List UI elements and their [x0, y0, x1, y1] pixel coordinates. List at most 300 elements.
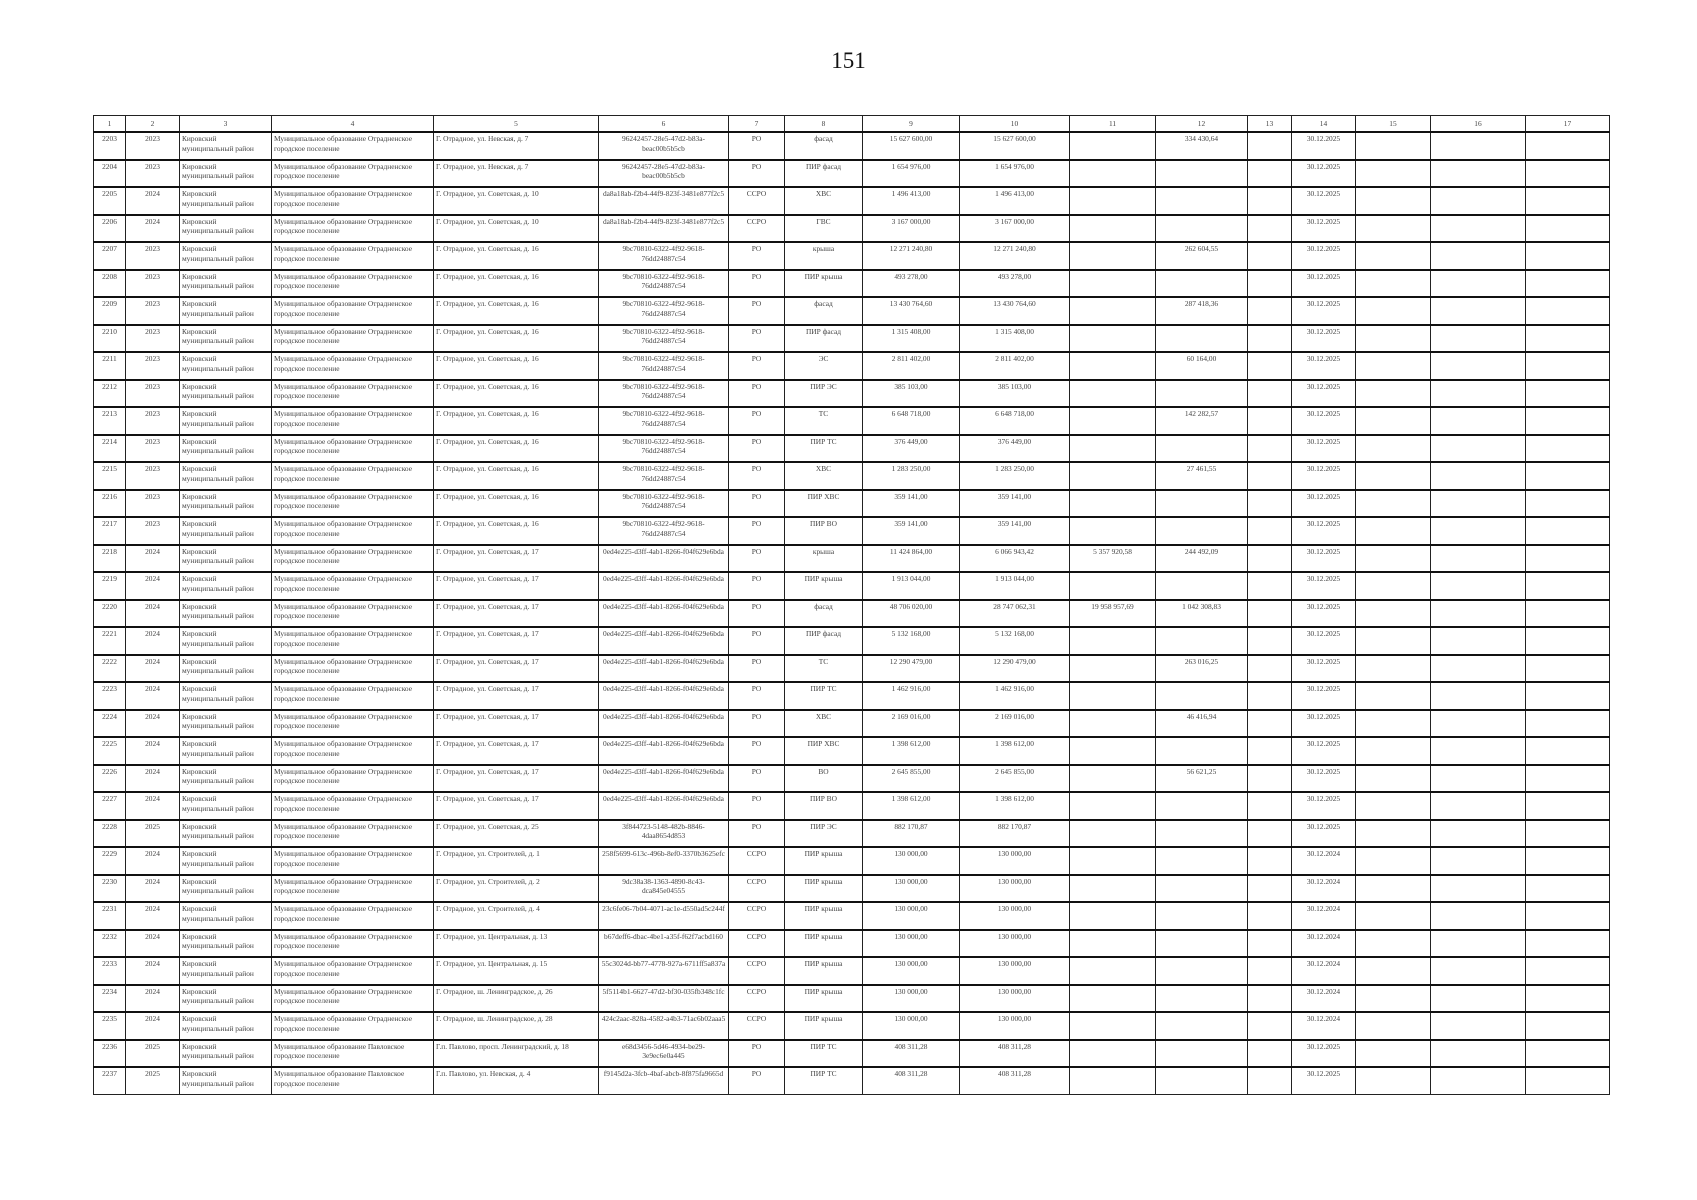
fund-type-cell: ССРО	[729, 187, 785, 215]
cost-fund-cell: 359 141,00	[960, 490, 1070, 518]
table-row	[94, 930, 1610, 958]
municipality-cell: Муниципальное образование Павловское городское поселение	[272, 1040, 434, 1068]
column-15-cell	[1356, 847, 1431, 875]
district-cell: Кировский муниципальный район	[180, 242, 272, 270]
column-15-cell	[1356, 957, 1431, 985]
table-row	[94, 297, 1610, 325]
year-cell: 2024	[126, 985, 180, 1013]
address-cell: Г. Отрадное, ул. Советская, д. 16	[434, 407, 599, 435]
year-cell: 2025	[126, 820, 180, 848]
district-cell: Кировский муниципальный район	[180, 572, 272, 600]
work-type-cell: ПИР ЭС	[785, 380, 863, 408]
cost-fund-cell: 12 271 240,80	[960, 242, 1070, 270]
address-cell: Г. Отрадное, ул. Советская, д. 16	[434, 325, 599, 353]
address-cell: Г. Отрадное, ул. Советская, д. 16	[434, 462, 599, 490]
house-id-cell: 0ed4e225-d3ff-4ab1-8266-f04f629e6bda	[599, 765, 729, 793]
work-type-cell: ВО	[785, 765, 863, 793]
table-row	[94, 600, 1610, 628]
column-13-cell	[1248, 1067, 1292, 1095]
column-17-cell	[1526, 902, 1610, 930]
cost-control-cell	[1156, 435, 1248, 463]
fund-type-cell: РО	[729, 545, 785, 573]
work-type-cell: ЭС	[785, 352, 863, 380]
cost-total-cell: 385 103,00	[863, 380, 960, 408]
column-header-16: 16	[1431, 116, 1526, 133]
row-number: 2211	[94, 352, 126, 380]
column-16-cell	[1431, 352, 1526, 380]
column-16-cell	[1431, 187, 1526, 215]
row-number: 2232	[94, 930, 126, 958]
work-type-cell: ПИР ТС	[785, 682, 863, 710]
cost-control-cell: 46 416,94	[1156, 710, 1248, 738]
column-17-cell	[1526, 600, 1610, 628]
cost-fund-cell: 1 496 413,00	[960, 187, 1070, 215]
column-17-cell	[1526, 765, 1610, 793]
fund-type-cell: РО	[729, 297, 785, 325]
cost-total-cell: 1 654 976,00	[863, 160, 960, 188]
year-cell: 2023	[126, 462, 180, 490]
district-cell: Кировский муниципальный район	[180, 545, 272, 573]
fund-type-cell: РО	[729, 737, 785, 765]
column-header-5: 5	[434, 116, 599, 133]
column-13-cell	[1248, 325, 1292, 353]
deadline-cell: 30.12.2024	[1292, 847, 1356, 875]
table-row	[94, 160, 1610, 188]
municipality-cell: Муниципальное образование Отрадненское городское поселение	[272, 930, 434, 958]
cost-other-cell	[1070, 985, 1156, 1013]
deadline-cell: 30.12.2025	[1292, 380, 1356, 408]
house-id-cell: 0ed4e225-d3ff-4ab1-8266-f04f629e6bda	[599, 545, 729, 573]
cost-other-cell	[1070, 325, 1156, 353]
row-number: 2224	[94, 710, 126, 738]
column-16-cell	[1431, 160, 1526, 188]
cost-control-cell	[1156, 1067, 1248, 1095]
address-cell: Г. Отрадное, ул. Советская, д. 25	[434, 820, 599, 848]
column-17-cell	[1526, 407, 1610, 435]
work-type-cell: ПИР ТС	[785, 435, 863, 463]
column-15-cell	[1356, 325, 1431, 353]
district-cell: Кировский муниципальный район	[180, 792, 272, 820]
cost-control-cell	[1156, 490, 1248, 518]
year-cell: 2024	[126, 847, 180, 875]
work-type-cell: ХВС	[785, 187, 863, 215]
work-type-cell: ПИР крыша	[785, 957, 863, 985]
column-17-cell	[1526, 710, 1610, 738]
cost-fund-cell: 385 103,00	[960, 380, 1070, 408]
house-id-cell: 96242457-28e5-47d2-b83a-beac00b5b5cb	[599, 132, 729, 160]
cost-other-cell	[1070, 187, 1156, 215]
cost-fund-cell: 130 000,00	[960, 902, 1070, 930]
table-row	[94, 572, 1610, 600]
cost-total-cell: 1 496 413,00	[863, 187, 960, 215]
row-number: 2206	[94, 215, 126, 243]
municipality-cell: Муниципальное образование Отрадненское городское поселение	[272, 710, 434, 738]
column-16-cell	[1431, 435, 1526, 463]
column-15-cell	[1356, 627, 1431, 655]
fund-type-cell: РО	[729, 462, 785, 490]
column-15-cell	[1356, 710, 1431, 738]
table-row	[94, 435, 1610, 463]
cost-control-cell: 27 461,55	[1156, 462, 1248, 490]
column-header-14: 14	[1292, 116, 1356, 133]
cost-other-cell	[1070, 407, 1156, 435]
year-cell: 2023	[126, 270, 180, 298]
deadline-cell: 30.12.2025	[1292, 325, 1356, 353]
district-cell: Кировский муниципальный район	[180, 930, 272, 958]
municipality-cell: Муниципальное образование Отрадненское городское поселение	[272, 242, 434, 270]
address-cell: Г.п. Павлово, ул. Невская, д. 4	[434, 1067, 599, 1095]
table-row	[94, 545, 1610, 573]
district-cell: Кировский муниципальный район	[180, 957, 272, 985]
municipality-cell: Муниципальное образование Отрадненское городское поселение	[272, 297, 434, 325]
cost-fund-cell: 6 648 718,00	[960, 407, 1070, 435]
district-cell: Кировский муниципальный район	[180, 352, 272, 380]
column-header-17: 17	[1526, 116, 1610, 133]
address-cell: Г. Отрадное, ш. Ленинградское, д. 28	[434, 1012, 599, 1040]
cost-fund-cell: 1 398 612,00	[960, 792, 1070, 820]
district-cell: Кировский муниципальный район	[180, 490, 272, 518]
fund-type-cell: РО	[729, 627, 785, 655]
work-type-cell: ПИР ВО	[785, 517, 863, 545]
municipality-cell: Муниципальное образование Отрадненское городское поселение	[272, 215, 434, 243]
cost-other-cell	[1070, 792, 1156, 820]
cost-other-cell	[1070, 490, 1156, 518]
column-15-cell	[1356, 352, 1431, 380]
work-type-cell: ПИР ТС	[785, 1040, 863, 1068]
column-17-cell	[1526, 270, 1610, 298]
column-15-cell	[1356, 380, 1431, 408]
municipality-cell: Муниципальное образование Отрадненское городское поселение	[272, 902, 434, 930]
municipality-cell: Муниципальное образование Отрадненское городское поселение	[272, 490, 434, 518]
deadline-cell: 30.12.2025	[1292, 737, 1356, 765]
work-type-cell: ПИР крыша	[785, 1012, 863, 1040]
cost-control-cell	[1156, 737, 1248, 765]
column-15-cell	[1356, 215, 1431, 243]
address-cell: Г. Отрадное, ул. Советская, д. 10	[434, 215, 599, 243]
column-16-cell	[1431, 847, 1526, 875]
cost-fund-cell: 130 000,00	[960, 847, 1070, 875]
year-cell: 2023	[126, 325, 180, 353]
column-16-cell	[1431, 242, 1526, 270]
cost-fund-cell: 1 398 612,00	[960, 737, 1070, 765]
cost-other-cell: 19 958 957,69	[1070, 600, 1156, 628]
table-row	[94, 765, 1610, 793]
column-13-cell	[1248, 655, 1292, 683]
row-number: 2204	[94, 160, 126, 188]
table-row	[94, 380, 1610, 408]
column-15-cell	[1356, 270, 1431, 298]
cost-total-cell: 1 283 250,00	[863, 462, 960, 490]
address-cell: Г. Отрадное, ул. Невская, д. 7	[434, 132, 599, 160]
column-17-cell	[1526, 545, 1610, 573]
cost-fund-cell: 376 449,00	[960, 435, 1070, 463]
deadline-cell: 30.12.2025	[1292, 462, 1356, 490]
row-number: 2208	[94, 270, 126, 298]
municipality-cell: Муниципальное образование Отрадненское городское поселение	[272, 847, 434, 875]
column-13-cell	[1248, 572, 1292, 600]
cost-fund-cell: 2 169 016,00	[960, 710, 1070, 738]
work-type-cell: ТС	[785, 407, 863, 435]
municipality-cell: Муниципальное образование Отрадненское городское поселение	[272, 325, 434, 353]
column-17-cell	[1526, 792, 1610, 820]
row-number: 2234	[94, 985, 126, 1013]
district-cell: Кировский муниципальный район	[180, 820, 272, 848]
column-16-cell	[1431, 380, 1526, 408]
year-cell: 2024	[126, 600, 180, 628]
municipality-cell: Муниципальное образование Отрадненское городское поселение	[272, 435, 434, 463]
cost-other-cell	[1070, 627, 1156, 655]
year-cell: 2023	[126, 242, 180, 270]
address-cell: Г. Отрадное, ул. Советская, д. 16	[434, 270, 599, 298]
house-id-cell: 0ed4e225-d3ff-4ab1-8266-f04f629e6bda	[599, 600, 729, 628]
year-cell: 2024	[126, 627, 180, 655]
cost-control-cell	[1156, 930, 1248, 958]
cost-fund-cell: 6 066 943,42	[960, 545, 1070, 573]
cost-total-cell: 1 398 612,00	[863, 792, 960, 820]
cost-fund-cell: 882 170,87	[960, 820, 1070, 848]
year-cell: 2023	[126, 297, 180, 325]
deadline-cell: 30.12.2025	[1292, 572, 1356, 600]
column-13-cell	[1248, 847, 1292, 875]
column-16-cell	[1431, 600, 1526, 628]
column-15-cell	[1356, 792, 1431, 820]
column-15-cell	[1356, 1040, 1431, 1068]
column-16-cell	[1431, 875, 1526, 903]
table-row	[94, 1012, 1610, 1040]
row-number: 2222	[94, 655, 126, 683]
municipality-cell: Муниципальное образование Отрадненское городское поселение	[272, 572, 434, 600]
deadline-cell: 30.12.2024	[1292, 985, 1356, 1013]
fund-type-cell: ССРО	[729, 902, 785, 930]
deadline-cell: 30.12.2025	[1292, 352, 1356, 380]
column-13-cell	[1248, 160, 1292, 188]
cost-fund-cell: 359 141,00	[960, 517, 1070, 545]
address-cell: Г. Отрадное, ул. Строителей, д. 1	[434, 847, 599, 875]
year-cell: 2023	[126, 380, 180, 408]
column-13-cell	[1248, 297, 1292, 325]
table-row	[94, 792, 1610, 820]
column-16-cell	[1431, 517, 1526, 545]
cost-fund-cell: 1 462 916,00	[960, 682, 1070, 710]
column-15-cell	[1356, 435, 1431, 463]
year-cell: 2025	[126, 1040, 180, 1068]
column-13-cell	[1248, 270, 1292, 298]
address-cell: Г. Отрадное, ул. Советская, д. 10	[434, 187, 599, 215]
year-cell: 2023	[126, 160, 180, 188]
house-id-cell: b67deff6-dbac-4be1-a35f-f62f7acbd160	[599, 930, 729, 958]
row-number: 2223	[94, 682, 126, 710]
column-15-cell	[1356, 517, 1431, 545]
cost-control-cell: 142 282,57	[1156, 407, 1248, 435]
row-number: 2210	[94, 325, 126, 353]
column-15-cell	[1356, 765, 1431, 793]
column-16-cell	[1431, 297, 1526, 325]
address-cell: Г. Отрадное, ул. Центральная, д. 15	[434, 957, 599, 985]
address-cell: Г. Отрадное, ул. Советская, д. 16	[434, 380, 599, 408]
cost-total-cell: 130 000,00	[863, 902, 960, 930]
column-17-cell	[1526, 490, 1610, 518]
column-13-cell	[1248, 792, 1292, 820]
deadline-cell: 30.12.2025	[1292, 600, 1356, 628]
row-number: 2228	[94, 820, 126, 848]
column-17-cell	[1526, 1040, 1610, 1068]
cost-control-cell: 334 430,64	[1156, 132, 1248, 160]
column-header-1: 1	[94, 116, 126, 133]
work-type-cell: ХВС	[785, 710, 863, 738]
deadline-cell: 30.12.2025	[1292, 297, 1356, 325]
fund-type-cell: ССРО	[729, 1012, 785, 1040]
cost-fund-cell: 15 627 600,00	[960, 132, 1070, 160]
work-type-cell: крыша	[785, 242, 863, 270]
deadline-cell: 30.12.2025	[1292, 1040, 1356, 1068]
column-15-cell	[1356, 407, 1431, 435]
table-row	[94, 682, 1610, 710]
municipality-cell: Муниципальное образование Отрадненское городское поселение	[272, 655, 434, 683]
year-cell: 2024	[126, 875, 180, 903]
house-id-cell: e68d3456-5d46-4934-be29-3e9ec6e0a445	[599, 1040, 729, 1068]
district-cell: Кировский муниципальный район	[180, 297, 272, 325]
work-type-cell: ПИР ВО	[785, 792, 863, 820]
column-15-cell	[1356, 1012, 1431, 1040]
fund-type-cell: РО	[729, 572, 785, 600]
address-cell: Г. Отрадное, ул. Невская, д. 7	[434, 160, 599, 188]
column-13-cell	[1248, 902, 1292, 930]
cost-fund-cell: 493 278,00	[960, 270, 1070, 298]
column-13-cell	[1248, 765, 1292, 793]
page-number: 151	[831, 48, 866, 73]
cost-control-cell: 262 604,55	[1156, 242, 1248, 270]
column-header-10: 10	[960, 116, 1070, 133]
column-16-cell	[1431, 132, 1526, 160]
cost-control-cell: 1 042 308,83	[1156, 600, 1248, 628]
address-cell: Г. Отрадное, ул. Советская, д. 16	[434, 242, 599, 270]
cost-control-cell: 244 492,09	[1156, 545, 1248, 573]
cost-fund-cell: 408 311,28	[960, 1067, 1070, 1095]
work-type-cell: ПИР ТС	[785, 1067, 863, 1095]
year-cell: 2023	[126, 435, 180, 463]
fund-type-cell: РО	[729, 407, 785, 435]
cost-control-cell	[1156, 627, 1248, 655]
fund-type-cell: РО	[729, 435, 785, 463]
row-number: 2209	[94, 297, 126, 325]
column-13-cell	[1248, 1012, 1292, 1040]
cost-total-cell: 1 462 916,00	[863, 682, 960, 710]
work-type-cell: фасад	[785, 600, 863, 628]
municipality-cell: Муниципальное образование Отрадненское городское поселение	[272, 627, 434, 655]
house-id-cell: 9bc70810-6322-4f92-9618-76dd24887c54	[599, 490, 729, 518]
house-id-cell: 9bc70810-6322-4f92-9618-76dd24887c54	[599, 380, 729, 408]
address-cell: Г. Отрадное, ул. Советская, д. 17	[434, 600, 599, 628]
house-id-cell: 55c3024d-bb77-4778-927a-6711ff5a837a	[599, 957, 729, 985]
year-cell: 2024	[126, 215, 180, 243]
row-number: 2221	[94, 627, 126, 655]
column-13-cell	[1248, 875, 1292, 903]
column-15-cell	[1356, 242, 1431, 270]
column-16-cell	[1431, 655, 1526, 683]
column-17-cell	[1526, 215, 1610, 243]
column-15-cell	[1356, 132, 1431, 160]
cost-total-cell: 130 000,00	[863, 930, 960, 958]
column-16-cell	[1431, 1040, 1526, 1068]
column-16-cell	[1431, 682, 1526, 710]
cost-other-cell	[1070, 765, 1156, 793]
house-id-cell: 9bc70810-6322-4f92-9618-76dd24887c54	[599, 242, 729, 270]
address-cell: Г. Отрадное, ул. Центральная, д. 13	[434, 930, 599, 958]
cost-total-cell: 1 913 044,00	[863, 572, 960, 600]
cost-fund-cell: 130 000,00	[960, 875, 1070, 903]
house-id-cell: 0ed4e225-d3ff-4ab1-8266-f04f629e6bda	[599, 572, 729, 600]
year-cell: 2024	[126, 765, 180, 793]
municipality-cell: Муниципальное образование Отрадненское городское поселение	[272, 132, 434, 160]
work-type-cell: ПИР крыша	[785, 930, 863, 958]
address-cell: Г. Отрадное, ул. Советская, д. 17	[434, 737, 599, 765]
cost-control-cell: 263 016,25	[1156, 655, 1248, 683]
municipality-cell: Муниципальное образование Отрадненское городское поселение	[272, 352, 434, 380]
column-16-cell	[1431, 215, 1526, 243]
deadline-cell: 30.12.2025	[1292, 627, 1356, 655]
deadline-cell: 30.12.2025	[1292, 792, 1356, 820]
column-16-cell	[1431, 985, 1526, 1013]
work-type-cell: крыша	[785, 545, 863, 573]
column-13-cell	[1248, 380, 1292, 408]
row-number: 2213	[94, 407, 126, 435]
row-number: 2219	[94, 572, 126, 600]
column-16-cell	[1431, 765, 1526, 793]
fund-type-cell: РО	[729, 352, 785, 380]
table-row	[94, 242, 1610, 270]
address-cell: Г. Отрадное, ул. Советская, д. 17	[434, 682, 599, 710]
column-16-cell	[1431, 407, 1526, 435]
column-13-cell	[1248, 490, 1292, 518]
cost-control-cell	[1156, 215, 1248, 243]
column-17-cell	[1526, 875, 1610, 903]
deadline-cell: 30.12.2024	[1292, 957, 1356, 985]
cost-other-cell	[1070, 517, 1156, 545]
cost-other-cell	[1070, 875, 1156, 903]
table-row	[94, 957, 1610, 985]
table-row	[94, 132, 1610, 160]
municipality-cell: Муниципальное образование Отрадненское городское поселение	[272, 985, 434, 1013]
address-cell: Г. Отрадное, ул. Строителей, д. 2	[434, 875, 599, 903]
cost-other-cell	[1070, 710, 1156, 738]
house-id-cell: 0ed4e225-d3ff-4ab1-8266-f04f629e6bda	[599, 627, 729, 655]
cost-total-cell: 130 000,00	[863, 847, 960, 875]
column-13-cell	[1248, 985, 1292, 1013]
address-cell: Г. Отрадное, ул. Советская, д. 17	[434, 765, 599, 793]
municipality-cell: Муниципальное образование Отрадненское городское поселение	[272, 765, 434, 793]
row-number: 2216	[94, 490, 126, 518]
district-cell: Кировский муниципальный район	[180, 517, 272, 545]
cost-other-cell	[1070, 682, 1156, 710]
table-row	[94, 985, 1610, 1013]
column-number-row	[94, 116, 1610, 133]
cost-fund-cell: 2 645 855,00	[960, 765, 1070, 793]
cost-total-cell: 130 000,00	[863, 875, 960, 903]
deadline-cell: 30.12.2025	[1292, 187, 1356, 215]
cost-total-cell: 1 398 612,00	[863, 737, 960, 765]
district-cell: Кировский муниципальный район	[180, 215, 272, 243]
district-cell: Кировский муниципальный район	[180, 1067, 272, 1095]
work-type-cell: ПИР фасад	[785, 325, 863, 353]
column-header-9: 9	[863, 116, 960, 133]
column-16-cell	[1431, 270, 1526, 298]
fund-type-cell: РО	[729, 517, 785, 545]
cost-fund-cell: 1 913 044,00	[960, 572, 1070, 600]
column-15-cell	[1356, 682, 1431, 710]
row-number: 2235	[94, 1012, 126, 1040]
cost-other-cell	[1070, 572, 1156, 600]
column-16-cell	[1431, 1012, 1526, 1040]
